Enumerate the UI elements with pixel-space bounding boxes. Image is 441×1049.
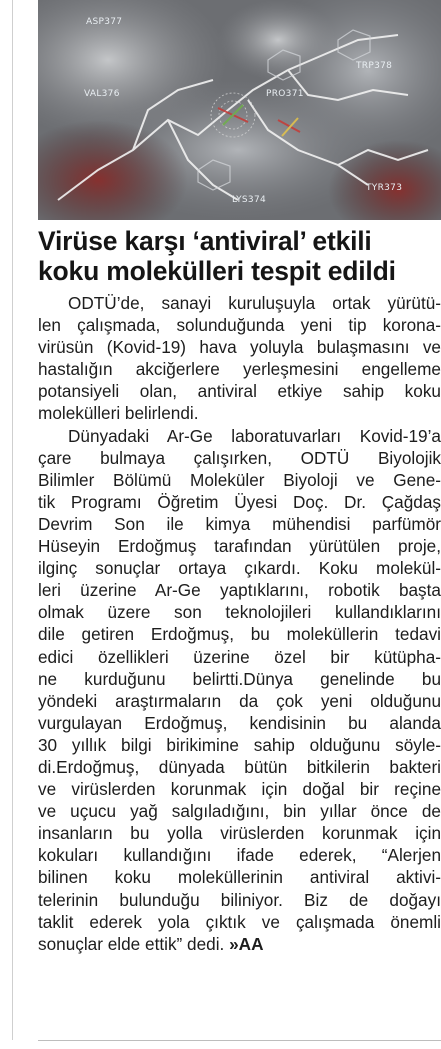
body-line: len çalışmada, solunduğunda yeni tip korona- bbox=[38, 315, 441, 336]
body-line: yöndeki araştırmaların da çok yeni olduğunu bbox=[38, 690, 441, 711]
body-line-last bbox=[38, 933, 441, 955]
body-line: olmak üzere son teknolojileri kullandıklarını bbox=[38, 602, 441, 623]
residue-label: PRO371 bbox=[266, 89, 304, 99]
body-line: bilinen koku moleküllerinin antiviral aktivi- bbox=[38, 867, 441, 888]
body-line: Hüseyin Erdoğmuş tarafından yürütülen proje, bbox=[38, 536, 441, 557]
body-line: molekülleri belirlendi. bbox=[38, 403, 199, 424]
body-line: ve virüslerden korunmak için doğal bir reçine bbox=[38, 779, 441, 800]
article-headline bbox=[38, 226, 441, 286]
body-line: Devrim Son ile kimya mühendisi parfümör bbox=[38, 513, 441, 534]
headline-line: Virüse karşı ‘antiviral’ etkili bbox=[38, 226, 372, 256]
residue-label: TYR373 bbox=[366, 183, 403, 193]
agency-signature: »AA bbox=[229, 933, 264, 954]
body-line: sonuçlar elde ettik” dedi. bbox=[38, 933, 225, 954]
body-line: tik Programı Öğretim Üyesi Doç. Dr. Çağdaş bbox=[38, 491, 441, 512]
headline-line: koku molekülleri tespit edildi bbox=[38, 256, 396, 286]
body-line: dile getiren Erdoğmuş, bu moleküllerin tedavi bbox=[38, 624, 441, 645]
body-line: edici özellikleri üzerine özel bir kütüpha- bbox=[38, 646, 441, 667]
body-line: insanların bu yolla virüslerden korunmak için bbox=[38, 823, 441, 844]
column-divider bbox=[12, 0, 13, 1040]
molecule-image bbox=[38, 0, 441, 220]
body-line: çare bulmaya çalışırken, ODTÜ Biyolojik bbox=[38, 447, 441, 468]
body-line: ODTÜ’de, sanayi kuruluşuyla ortak yürütü- bbox=[68, 293, 441, 313]
body-line: taklit ederek yola çıktık ve çalışmada önemli bbox=[38, 911, 441, 932]
body-line: virüsün (Kovid-19) hava yoluyla bulaşmasını ve bbox=[38, 337, 441, 358]
bottom-divider bbox=[38, 1040, 441, 1041]
molecular-docking-illustration bbox=[38, 0, 441, 220]
article-body bbox=[38, 292, 441, 955]
body-line: ilginç sonuçlar ortaya çıkardı. Koku molekül- bbox=[38, 558, 441, 579]
body-line: leri üzerine Ar-Ge yaptıklarını, robotik başta bbox=[38, 580, 441, 601]
body-line: kokuları kullandığını ifade ederek, “Alerjen bbox=[38, 845, 441, 866]
body-line: ve uçucu yağ salgıladığını, bin yıllar önce de bbox=[38, 801, 441, 822]
body-line: Bilimler Bölümü Moleküler Biyoloji ve Gene- bbox=[38, 469, 441, 490]
residue-label: TRP378 bbox=[356, 61, 393, 71]
body-line: 30 yıllık bilgi birikimine sahip olduğunu söyle- bbox=[38, 734, 441, 755]
body-line: di.Erdoğmuş, dünyada bütün bitkilerin bakteri bbox=[38, 756, 441, 777]
body-line: Dünyadaki Ar-Ge laboratuvarları Kovid-19’a bbox=[68, 425, 441, 446]
body-line: vurgulayan Erdoğmuş, kendisinin bu alanda bbox=[38, 712, 441, 733]
body-line: hastalığın akciğerlere yerleşmesini engelleme bbox=[38, 359, 441, 380]
body-line: ne kurduğunu belirtti.Dünya genelinde bu bbox=[38, 668, 441, 689]
body-line: potansiyeli olan, antiviral etkiye sahip koku bbox=[38, 381, 441, 402]
residue-label: LYS374 bbox=[232, 195, 267, 205]
body-line: telerinin bulunduğu biliniyor. Biz de doğayı bbox=[38, 889, 441, 910]
residue-label: VAL376 bbox=[84, 89, 120, 99]
residue-label: ASP377 bbox=[86, 17, 123, 27]
